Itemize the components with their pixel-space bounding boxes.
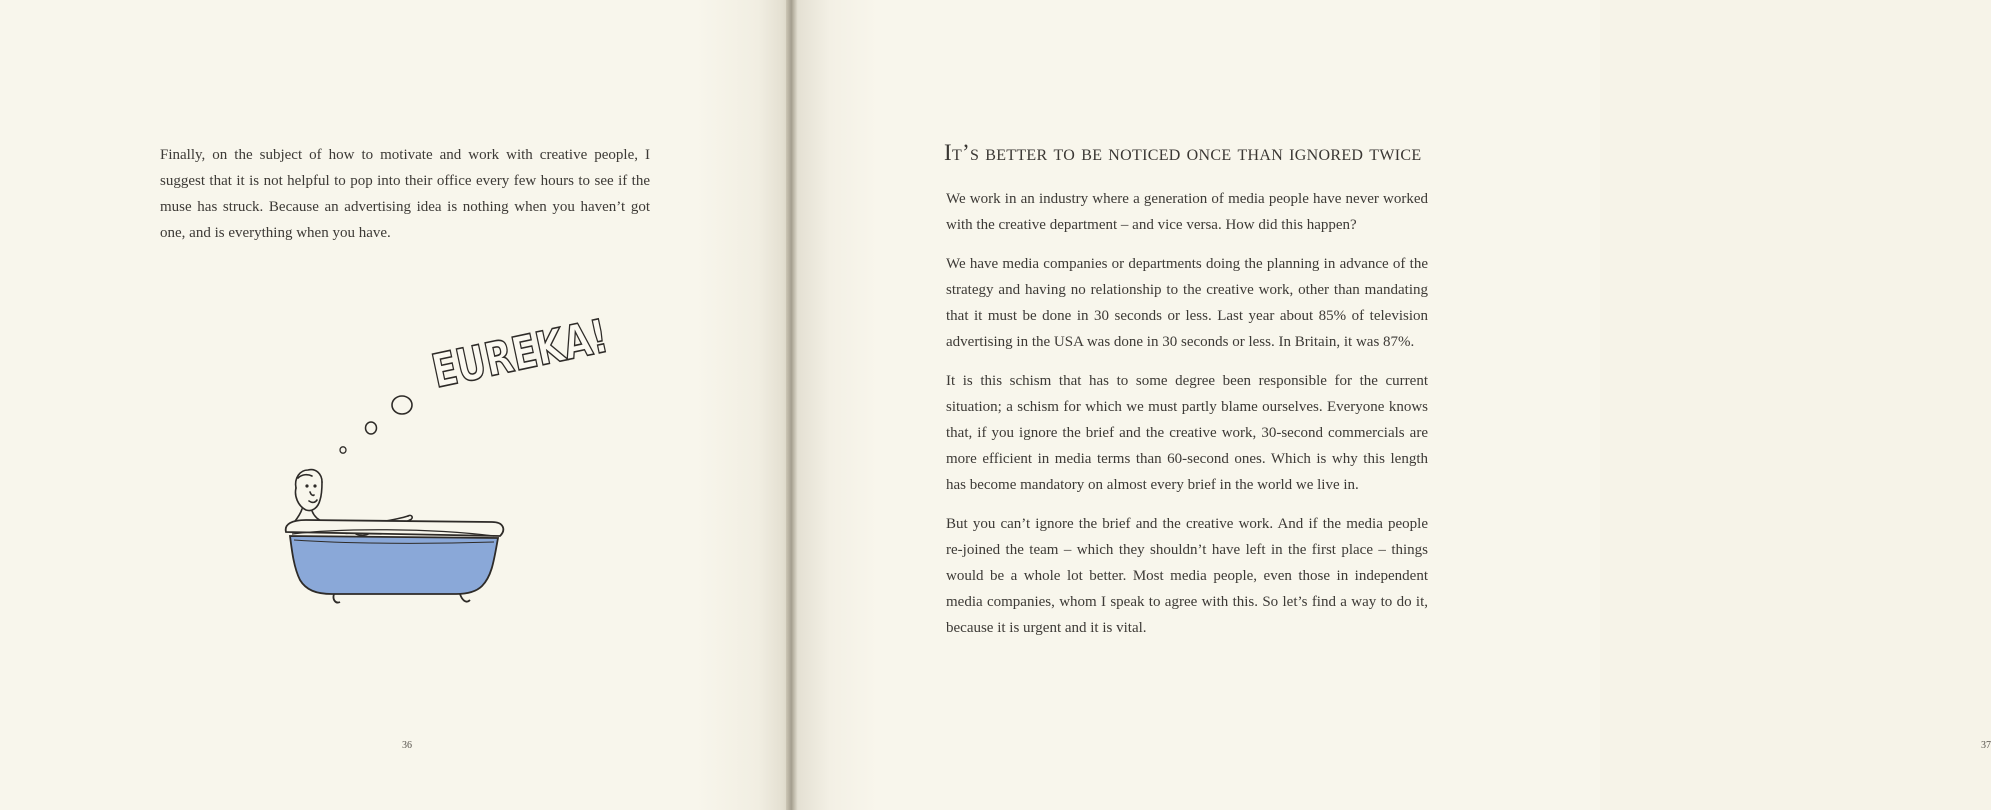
page-number-right: 37	[1981, 740, 1991, 751]
book-gutter	[786, 0, 798, 810]
right-page	[798, 0, 1991, 810]
body-paragraph: It is this schism that has to some degree been responsible for the current situation; a schism for which we must partly blame ourselves. Everyone knows that, if you ignore the brief and the creative work, 30-second commercials are more efficient in media terms than 60-second ones. Which is why this length has become mandatory on almost every brief in the world we live in.	[946, 373, 1428, 493]
right-page-body	[946, 186, 1428, 654]
section-heading: It’s better to be noticed once than ignored twice	[944, 140, 1422, 165]
eureka-lettering	[427, 298, 662, 399]
left-page-paragraph: Finally, on the subject of how to motivate and work with creative people, I suggest that it is not helpful to pop into their office every few hours to see if the muse has struck. Because an advertising idea is nothing when you haven’t got one, and is everything when you have.	[160, 147, 650, 241]
page-number-left: 36	[402, 740, 412, 751]
thought-bubble-medium	[366, 422, 377, 434]
eureka-bathtub-illustration	[280, 298, 662, 630]
body-paragraph: We work in an industry where a generation of media people have never worked with the creative department – and vice versa. How did this happen?	[946, 191, 1428, 233]
body-paragraph: But you can’t ignore the brief and the creative work. And if the media people re-joined the team – which they shouldn’t have left in the first place – things would be a whole lot better. Most media people, even those in independent media companies, whom I speak to agree with this. So let’s find a way to do it, because it is urgent and it is vital.	[946, 516, 1428, 636]
thought-bubble-large	[392, 396, 412, 414]
bathtub-body	[290, 536, 498, 594]
eureka-text: EUREKA!	[427, 298, 662, 399]
left-page	[0, 0, 790, 810]
body-paragraph: We have media companies or departments doing the planning in advance of the strategy and having no relationship to the creative work, other than mandating that it must be done in 30 seconds or less. Last year about 85% of television advertising in the USA was done in 30 seconds or less. In Britain, it was 87%.	[946, 256, 1428, 350]
thought-bubble-small	[340, 447, 346, 453]
bathtub	[286, 520, 504, 603]
